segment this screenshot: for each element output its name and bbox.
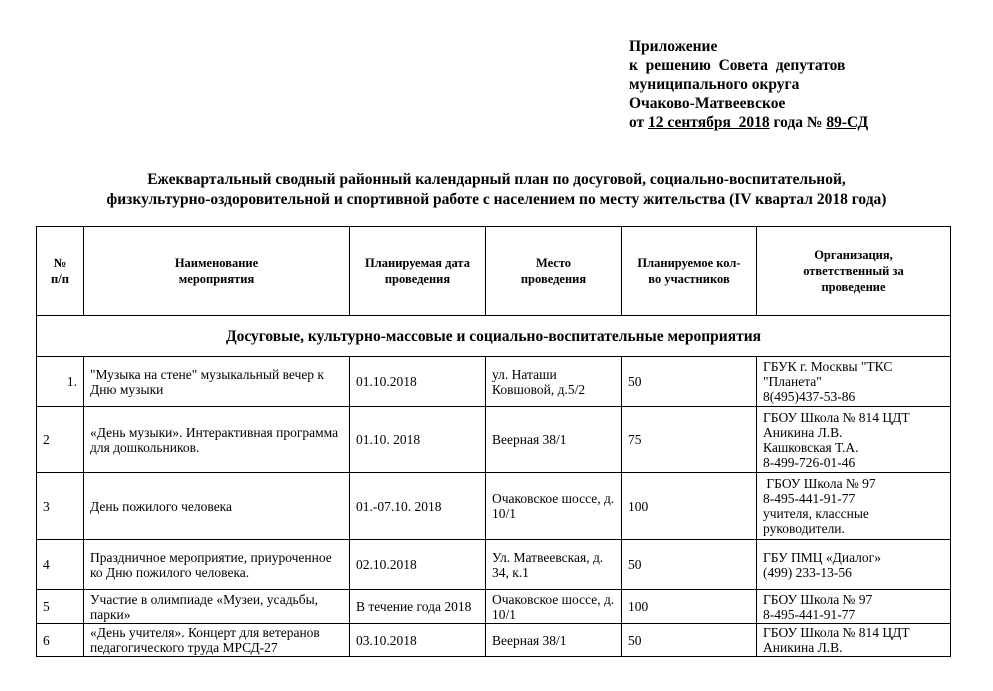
- header-org: Организация, ответственный за проведение: [757, 227, 951, 316]
- cell-name: День пожилого человека: [84, 473, 350, 540]
- cell-date: В течение года 2018: [350, 590, 486, 624]
- cell-place: ул. Наташи Ковшовой, д.5/2: [486, 357, 622, 407]
- table-row: [37, 590, 951, 624]
- cell-org: ГБОУ Школа № 814 ЦДТ Аникина Л.В. Кашковская Т.А. 8-499-726-01-46: [757, 407, 951, 473]
- header-num: № п/п: [37, 227, 84, 316]
- cell-num: 4: [37, 540, 84, 590]
- appendix-date-line: [629, 113, 868, 132]
- header-date: Планируемая дата проведения: [350, 227, 486, 316]
- cell-count: 50: [622, 624, 757, 657]
- table-header-row: [37, 227, 951, 316]
- appendix-line: муниципального округа: [629, 76, 800, 93]
- section-title: Досуговые, культурно-массовые и социально-воспитательные мероприятия: [37, 316, 951, 357]
- cell-org: ГБУ ПМЦ «Диалог» (499) 233-13-56: [757, 540, 951, 590]
- cell-name: Праздничное мероприятие, приуроченное ко Дню пожилого человека.: [84, 540, 350, 590]
- table-row: [37, 540, 951, 590]
- cell-count: 75: [622, 407, 757, 473]
- appendix-line: к решению Совета депутатов: [629, 57, 846, 74]
- table-row: [37, 473, 951, 540]
- decision-number: 89-СД: [826, 114, 869, 131]
- cell-num: 3: [37, 473, 84, 540]
- header-name: Наименование мероприятия: [84, 227, 350, 316]
- events-table: [36, 226, 951, 657]
- appendix-date-prefix: от: [629, 114, 649, 131]
- cell-name: Участие в олимпиаде «Музеи, усадьбы, парки»: [84, 590, 350, 624]
- cell-count: 50: [622, 540, 757, 590]
- cell-num: 6: [37, 624, 84, 657]
- section-row: [37, 316, 951, 357]
- cell-org: ГБУК г. Москвы "ТКС "Планета" 8(495)437-53-86: [757, 357, 951, 407]
- cell-date: 02.10.2018: [350, 540, 486, 590]
- table-row: [37, 624, 951, 657]
- cell-place: Веерная 38/1: [486, 407, 622, 473]
- cell-num: 1.: [37, 357, 84, 407]
- cell-date: 01.-07.10. 2018: [350, 473, 486, 540]
- cell-date: 03.10.2018: [350, 624, 486, 657]
- document-title: [20, 170, 973, 210]
- cell-count: 100: [622, 473, 757, 540]
- appendix-line: Приложение: [629, 38, 718, 55]
- cell-org: ГБОУ Школа № 814 ЦДТ Аникина Л.В.: [757, 624, 951, 657]
- cell-name: «День музыки». Интерактивная программа для дошкольников.: [84, 407, 350, 473]
- appendix-line: Очаково-Матвеевское: [629, 95, 786, 112]
- cell-place: Очаковское шоссе, д. 10/1: [486, 473, 622, 540]
- cell-count: 50: [622, 357, 757, 407]
- appendix-date-mid: года №: [769, 114, 827, 131]
- title-line-1: Ежеквартальный сводный районный календарный план по досуговой, социально-воспитательной,: [147, 171, 846, 188]
- header-count: Планируемое кол- во участников: [622, 227, 757, 316]
- cell-org: ГБОУ Школа № 97 8-495-441-91-77 учителя, классные руководители.: [757, 473, 951, 540]
- cell-place: Ул. Матвеевская, д. 34, к.1: [486, 540, 622, 590]
- cell-date: 01.10.2018: [350, 357, 486, 407]
- cell-place: Очаковское шоссе, д. 10/1: [486, 590, 622, 624]
- cell-name: «День учителя». Концерт для ветеранов педагогического труда МРСД-27: [84, 624, 350, 657]
- cell-org: ГБОУ Школа № 97 8-495-441-91-77: [757, 590, 951, 624]
- decision-date: 12 сентября 2018: [648, 114, 770, 131]
- cell-num: 5: [37, 590, 84, 624]
- table-row: [37, 407, 951, 473]
- title-line-2: физкультурно-оздоровительной и спортивной работе с населением по месту жительства (IV квартал 2018 года): [106, 191, 887, 208]
- appendix-header: [629, 37, 868, 132]
- header-place: Место проведения: [486, 227, 622, 316]
- table-row: [37, 357, 951, 407]
- cell-name: "Музыка на стене" музыкальный вечер к Дню музыки: [84, 357, 350, 407]
- cell-num: 2: [37, 407, 84, 473]
- cell-count: 100: [622, 590, 757, 624]
- cell-place: Веерная 38/1: [486, 624, 622, 657]
- cell-date: 01.10. 2018: [350, 407, 486, 473]
